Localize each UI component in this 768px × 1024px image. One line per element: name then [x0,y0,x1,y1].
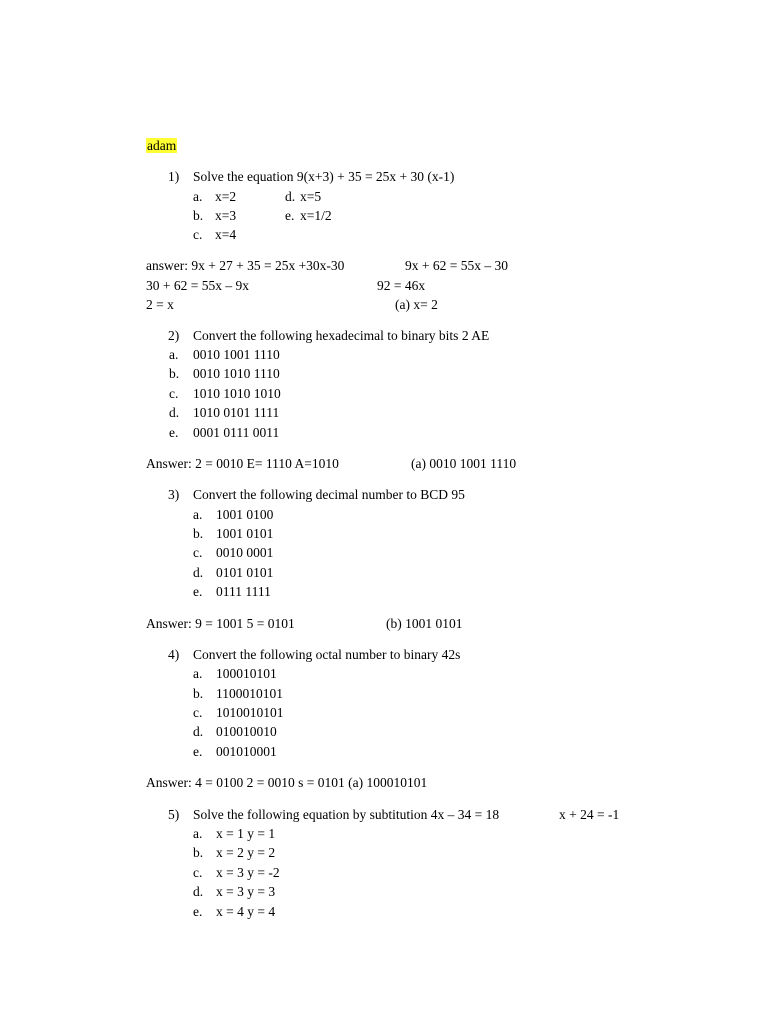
q1-option-a-label: a. [193,189,203,204]
q2-number: 2) [168,328,180,343]
q2-option-e-label: e. [169,425,179,440]
q3-option-d-label: d. [193,565,204,580]
q5-option-c-label: c. [193,865,203,880]
q4-option-a: 100010101 [216,666,277,681]
q5-text: Solve the following equation by subtitution 4x – 34 = 18 [193,807,500,822]
q1-answer-line2b: 92 = 46x [377,278,426,293]
q4-option-a-label: a. [193,666,203,681]
q2-option-d-label: d. [169,405,180,420]
q1-answer-line3a: 2 = x [146,297,174,312]
q5-option-a-label: a. [193,826,203,841]
q1-option-c: x=4 [215,227,237,242]
q2-option-b: 0010 1010 1110 [193,366,280,381]
q1-answer-line1a: answer: 9x + 27 + 35 = 25x +30x-30 [146,258,345,273]
q1-option-d-label: d. [285,189,296,204]
q5-option-e: x = 4 y = 4 [216,904,276,919]
q4-option-e: 001010001 [216,744,277,759]
q5-text-second-equation: x + 24 = -1 [559,807,620,822]
q1-option-e-label: e. [285,208,295,223]
student-name [146,138,177,154]
q1-answer-line3b: (a) x= 2 [395,297,438,312]
q2-option-c: 1010 1010 1010 [193,386,281,401]
q5-option-b-label: b. [193,845,204,860]
q2-answer-choice: (a) 0010 1001 1110 [411,456,517,471]
q3-option-e-label: e. [193,584,203,599]
q4-option-c: 1010010101 [216,705,284,720]
q3-option-c: 0010 0001 [216,545,274,560]
q4-number: 4) [168,647,180,662]
q5-option-a: x = 1 y = 1 [216,826,276,841]
q1-option-e: x=1/2 [300,208,332,223]
q2-answer: Answer: 2 = 0010 E= 1110 A=1010 [146,456,339,471]
q3-text: Convert the following decimal number to BCD 95 [193,487,465,502]
q2-text: Convert the following hexadecimal to binary bits 2 AE [193,328,490,343]
q4-option-b: 1100010101 [216,686,283,701]
q1-number: 1) [168,169,180,184]
q2-option-e: 0001 0111 0011 [193,425,280,440]
q3-answer: Answer: 9 = 1001 5 = 0101 [146,616,295,631]
q5-option-d-label: d. [193,884,204,899]
q4-option-d-label: d. [193,724,204,739]
q3-option-a-label: a. [193,507,203,522]
q3-option-b-label: b. [193,526,204,541]
q1-option-a: x=2 [215,189,237,204]
q1-option-b-label: b. [193,208,204,223]
q5-option-d: x = 3 y = 3 [216,884,276,899]
q4-option-d: 010010010 [216,724,277,739]
q1-answer-line2a: 30 + 62 = 55x – 9x [146,278,249,293]
q2-option-b-label: b. [169,366,180,381]
q1-answer-line1b: 9x + 62 = 55x – 30 [405,258,508,273]
q2-option-c-label: c. [169,386,179,401]
q5-option-e-label: e. [193,904,203,919]
q5-option-b: x = 2 y = 2 [216,845,276,860]
q3-option-b: 1001 0101 [216,526,274,541]
q2-option-a-label: a. [169,347,179,362]
q4-option-b-label: b. [193,686,204,701]
q1-option-c-label: c. [193,227,203,242]
q4-option-e-label: e. [193,744,203,759]
q5-option-c: x = 3 y = -2 [216,865,280,880]
q3-answer-choice: (b) 1001 0101 [386,616,463,631]
q2-option-a: 0010 1001 1110 [193,347,280,362]
q3-option-d: 0101 0101 [216,565,274,580]
q3-option-e: 0111 1111 [216,584,271,599]
q4-text: Convert the following octal number to binary 42s [193,647,461,662]
q4-option-c-label: c. [193,705,203,720]
q3-option-c-label: c. [193,545,203,560]
q5-number: 5) [168,807,180,822]
q4-answer: Answer: 4 = 0100 2 = 0010 s = 0101 (a) 100010101 [146,775,428,790]
q1-option-d: x=5 [300,189,322,204]
q3-option-a: 1001 0100 [216,507,274,522]
q1-text: Solve the equation 9(x+3) + 35 = 25x + 30 (x-1) [193,169,455,184]
q1-option-b: x=3 [215,208,237,223]
q2-option-d: 1010 0101 1111 [193,405,280,420]
name-highlight: adam [147,138,177,153]
q3-number: 3) [168,487,180,502]
